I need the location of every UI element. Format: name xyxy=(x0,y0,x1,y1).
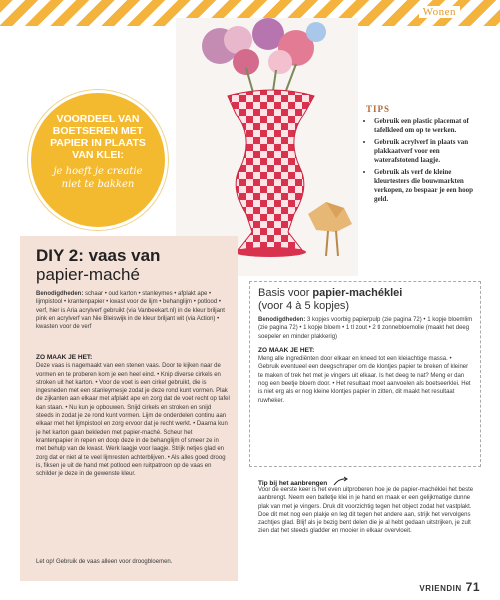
recipe-title-normal: Basis voor xyxy=(258,287,313,299)
tip-item: • Gebruik acrylverf in plaats van plakkaatverf voor een waterafstotend laagje. xyxy=(374,138,478,165)
page-footer xyxy=(419,580,480,594)
diy-requirements-text: schaar • oud karton • stanleymes • afplakt ape • lijmpistool • krantenpapier • kwast voor de lijm • behanglijm • potlood • verf, hier is Aria acrylverf gebruikt (via Vanbeekart.nl) in de kleur briljant pink en acrylverf van Nie Bleiswijk in de kleur briljant wit (via Action) • kwasten voor de verf xyxy=(36,291,225,331)
magazine-brand: VRIENDIN xyxy=(419,584,462,593)
application-tip-title: Tip bij het aanbrengen xyxy=(258,480,328,487)
diy-instructions xyxy=(36,348,230,478)
checkered-vase xyxy=(228,90,314,250)
diy-instructions-heading: ZO MAAK JE HET: xyxy=(36,354,93,361)
tip-item: • Gebruik een plastic placemat of tafelkleed om op te werken. xyxy=(374,117,478,135)
diy-instructions-text: Deze vaas is nagemaakt van een stenen vaas. Door te kijken naar de vormen en te proberen kom je een heel eind. • Knip diverse cirkels en stroken uit het karton. • Voor de voet is een cirkel gebruikt, die is ingesneden met een stanleymesje zodat je deze rond kunt vormen. Plak de zijkanten aan elkaar met afplakt ape en zorg dat de voet recht op tafel kan staan. • Nu kun je opbouwen. Snijd cirkels en stroken en snijd steeds in zodat je ze rond kunt vormen. Lijm de onderdelen continu aan elkaar met het lijmpistool en zorg ervoor dat je recht werkt. • Daarna kun je het karton gaan bekleden met papier-maché. Scheur het krantenpapier in repen en doop deze in de behanglijm of smeer ze in met behulp van de kwast. Werk laagje voor laagje. Strijk netjes glad en zorg dat er niet al te veel lijmresten achterblijven. • Als alles goed droog is, fiksen je uit de hand met potlood een ruitpatroon op de vaas en schilder je deze in de gewenste kleur. xyxy=(36,363,230,478)
diy-requirements-label: Benodigdheden: xyxy=(36,291,84,297)
diy-tip-note: Let op! Gebruik de vaas alleen voor droogbloemen. xyxy=(36,559,173,565)
diy-requirements xyxy=(36,290,230,331)
tips-box xyxy=(366,104,478,207)
badge-script-text: je hoeft je creatie niet te bakken xyxy=(53,166,143,190)
page-number: 71 xyxy=(465,580,480,594)
recipe-title-bold: papier-machéklei xyxy=(312,287,403,299)
recipe-instructions-text: Meng alle ingrediënten door elkaar en kneed tot een kleiachtige massa. • Gebruik eventueel een deegschraper om de klontjes papier te breken of kleiner te maken of trek het met je vingers uit elkaar. Is het deeg te nat? Meng er dan nog een beetje bloem door. • Het resultaat moet aanvoelen als boetseerklei. Het is niet erg als er nog kleine klontjes papier in zitten, dit maakt het resultaat ruwheker. xyxy=(258,356,471,404)
diy-subtitle: papier-maché xyxy=(36,265,140,284)
arrow-icon xyxy=(333,476,349,486)
recipe-requirements-text: 3 kopjes voorbig papierpulp (zie pagina 72) • 1 kopje bloemlim (zie pagina 72) • 1 kopje bloem • 1 tl zout • 2 tl zonnebloemolie (maakt het deeg soepeler en minder plakkerig) xyxy=(258,317,473,340)
recipe-requirements-label: Benodigdheden: xyxy=(258,317,306,323)
recipe-title xyxy=(258,287,402,299)
recipe-subtitle: (voor 4 à 5 kopjes) xyxy=(258,300,350,312)
tips-title: TIPS xyxy=(366,104,391,114)
recipe-instructions-heading: ZO MAAK JE HET: xyxy=(258,346,315,354)
application-tip-text: Voor de eerste keer is het even uitproberen hoe je de papier-machéklei het beste aanbrengt. Neem een balletje klei in je hand en maak er een gelijkmatige dunne plak van met je vingers. Druk dit voorzichtig tegen het object zodat het vastplakt. Doe dit met nog een plakje en leg dit tegen het andere aan, strijk het vervolgens zachtjes glad. Blijf als je bezig bent delen die je al hebt gedaan uitstrijken, je zult zien dat het steeds gladder en mooier in elkaar overvloeit. xyxy=(258,487,474,535)
badge-headline: VOORDEEL VAN BOETSEREN MET PAPIER IN PLAATS VAN KLEI: xyxy=(50,113,146,161)
section-label: Wonen xyxy=(419,6,460,18)
advantage-badge xyxy=(28,90,168,230)
tip-item: • Gebruik als verf de kleine kleurtesters die bouwmarkten verkopen, zo bespaar je een hoop geld. xyxy=(374,168,478,204)
diy-title: DIY 2: vaas van xyxy=(36,246,161,265)
flower-bouquet xyxy=(202,18,326,98)
wooden-bird-figure xyxy=(308,202,352,256)
recipe-body xyxy=(258,316,474,405)
